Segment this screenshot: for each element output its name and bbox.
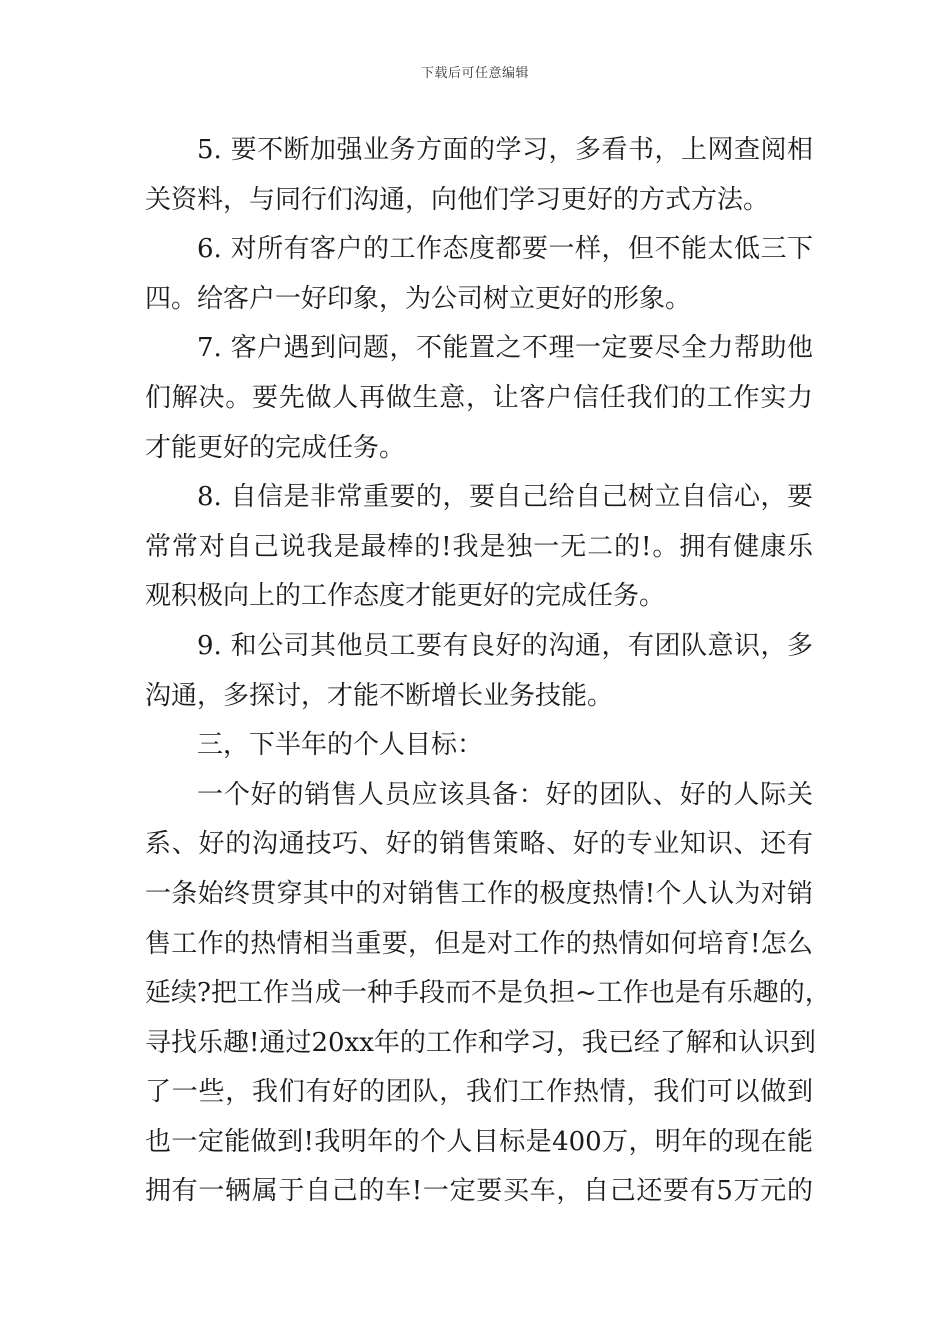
page-header: 下载后可任意编辑 [420,66,529,81]
text-line: 常常对自己说我是最棒的!我是独一无二的!。拥有健康乐 [145,531,813,562]
text-line: 6. 对所有客户的工作态度都要一样，但不能太低三下 [197,234,813,265]
text-line: 才能更好的完成任务。 [145,432,406,463]
text-line: 了一些，我们有好的团队，我们工作热情，我们可以做到 [145,1077,813,1108]
paragraph-item-5 [145,126,813,225]
text-line: 四。给客户一好印象，为公司树立更好的形象。 [145,283,692,314]
text-line: 9. 和公司其他员工要有良好的沟通，有团队意识，多 [197,630,813,661]
text-line: 一条始终贯穿其中的对销售工作的极度热情!个人认为对销 [145,878,813,909]
paragraph-goals [145,771,831,1217]
text-line: 三，下半年的个人目标： [197,730,484,761]
text-line: 也一定能做到!我明年的个人目标是400万，明年的现在能 [145,1126,813,1157]
text-line: 寻找乐趣!通过20xx年的工作和学习，我已经了解和认识到 [145,1027,816,1058]
paragraph-item-7 [145,324,813,473]
paragraph-item-9 [145,622,813,721]
paragraph-item-6 [145,225,813,324]
paragraph-item-8 [145,473,813,622]
text-line: 8. 自信是非常重要的，要自己给自己树立自信心，要 [197,482,813,513]
text-line: 拥有一辆属于自己的车!一定要买车，自己还要有5万元的 [145,1176,813,1207]
text-line: 们解决。要先做人再做生意，让客户信任我们的工作实力 [145,382,813,413]
text-line: 5. 要不断加强业务方面的学习，多看书，上网查阅相 [197,135,813,165]
text-line: 观积极向上的工作态度才能更好的完成任务。 [145,581,666,612]
text-line: 售工作的热情相当重要，但是对工作的热情如何培育!怎么 [145,928,813,959]
document-body [145,126,831,1217]
text-line: 一个好的销售人员应该具备：好的团队、好的人际关 [197,779,813,810]
text-line: 沟通，多探讨，才能不断增长业务技能。 [145,680,614,711]
text-line: 7. 客户遇到问题，不能置之不理一定要尽全力帮助他 [197,333,813,364]
text-line: 系、好的沟通技巧、好的销售策略、好的专业知识、还有 [145,829,813,860]
section-heading [145,721,813,771]
text-line: 关资料，与同行们沟通，向他们学习更好的方式方法。 [145,184,770,215]
text-line: 延续?把工作当成一种手段而不是负担~工作也是有乐趣的， [145,978,831,1009]
